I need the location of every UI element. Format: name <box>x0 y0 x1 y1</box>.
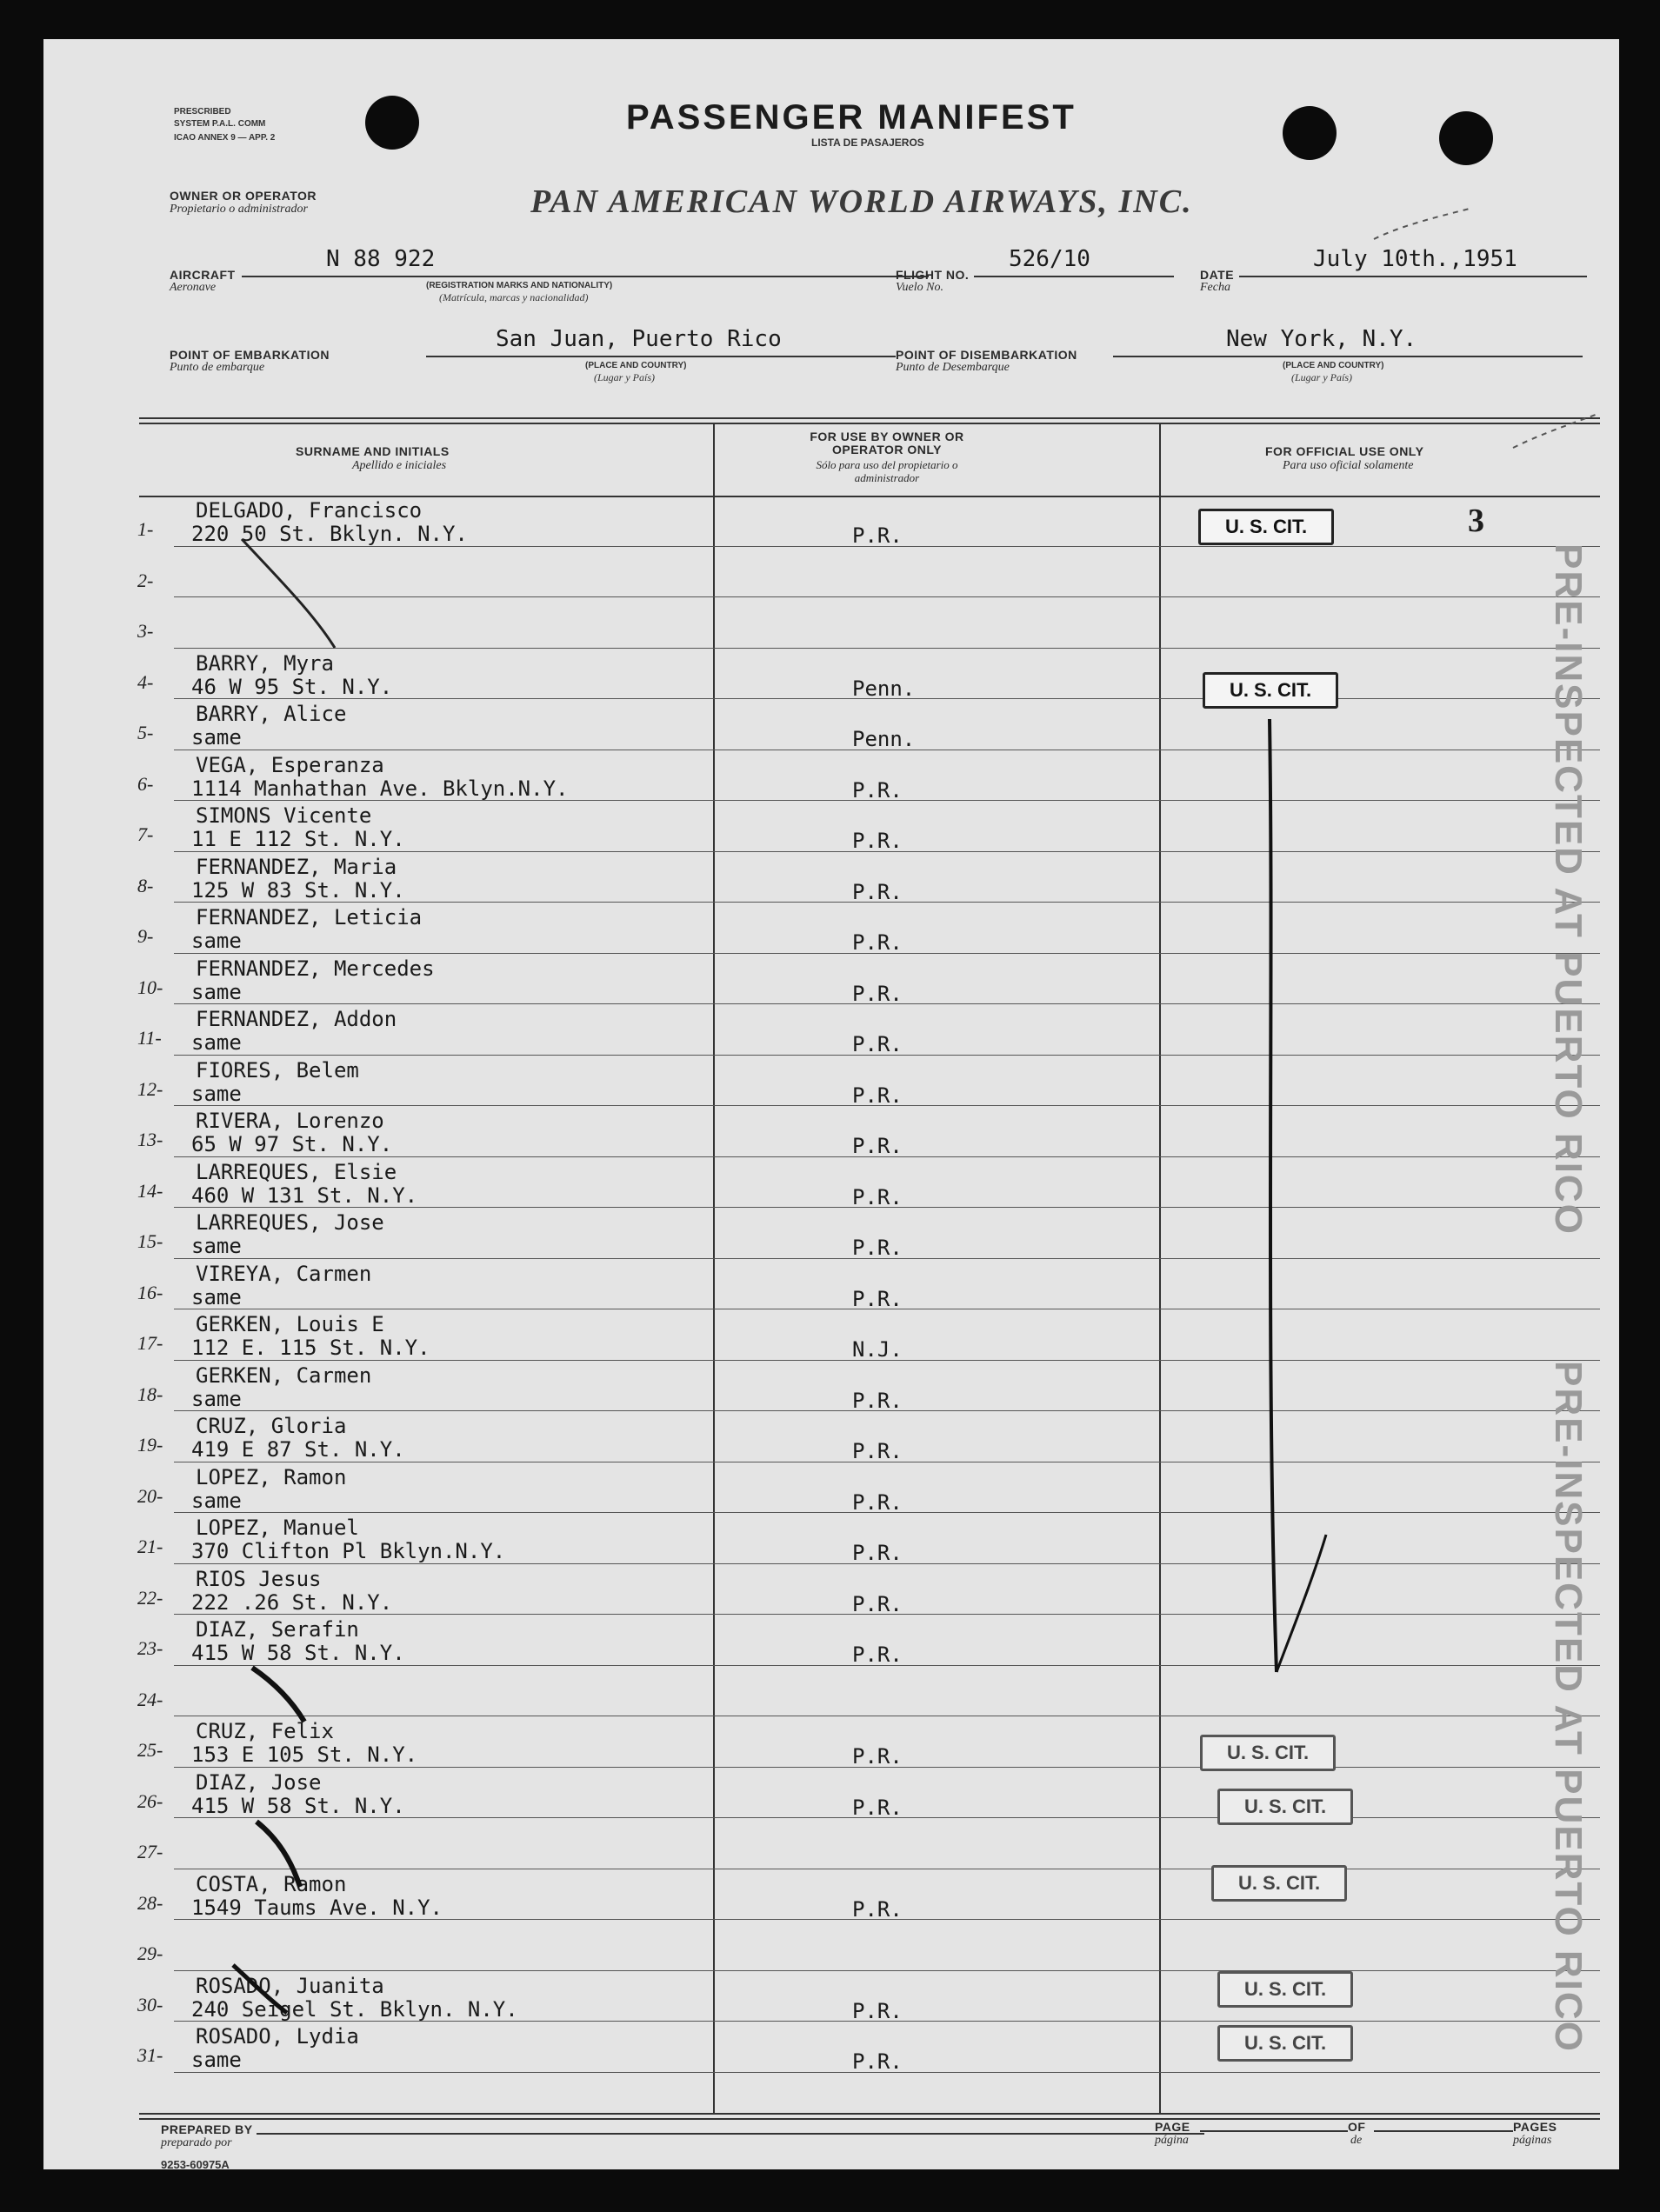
passenger-residence: P.R. <box>852 930 903 955</box>
passenger-name: FERNANDEZ, Mercedes <box>196 956 435 981</box>
row-number: 10- <box>137 976 163 998</box>
table-header-rule <box>139 496 1600 497</box>
passenger-name: COSTA, Ramon <box>196 1871 347 1896</box>
col3-header-es: Para uso oficial solamente <box>1283 459 1414 472</box>
row-divider <box>174 1970 1600 1971</box>
passenger-address: same <box>191 929 242 953</box>
embark-underline <box>426 356 896 357</box>
prepared-label: PREPARED BY <box>161 2122 253 2136</box>
page-label: PAGE <box>1155 2120 1190 2134</box>
disembark-label-es: Punto de Desembarque <box>896 361 1010 374</box>
manifest-subtitle: LISTA DE PASAJEROS <box>811 137 924 149</box>
passenger-residence: P.R. <box>852 1184 903 1209</box>
passenger-address: 125 W 83 St. N.Y. <box>191 877 405 903</box>
row-number: 12- <box>137 1077 163 1100</box>
row-number: 13- <box>137 1129 163 1150</box>
passenger-address: 415 W 58 St. N.Y. <box>191 1641 405 1665</box>
aircraft-note-es: (Matrícula, marcas y nacionalidad) <box>439 291 589 303</box>
col3-header: FOR OFFICIAL USE ONLY <box>1265 444 1424 458</box>
row-number: 2- <box>137 569 154 591</box>
passenger-address: 1114 Manhathan Ave. Bklyn.N.Y. <box>191 776 569 801</box>
disembark-label: POINT OF DISEMBARKATION <box>896 348 1077 362</box>
col2-header: FOR USE BY OWNER OR OPERATOR ONLY <box>810 430 964 456</box>
row-number: 26- <box>137 1789 163 1812</box>
passenger-residence: P.R. <box>852 1489 903 1515</box>
aircraft-label: AIRCRAFT <box>170 268 236 282</box>
row-number: 21- <box>137 1536 163 1557</box>
passenger-address: same <box>191 2048 242 2072</box>
passenger-name: BARRY, Alice <box>196 702 347 726</box>
passenger-name: FERNANDEZ, Addon <box>196 1007 397 1031</box>
passenger-residence: P.R. <box>852 1591 903 1616</box>
row-number: 6- <box>137 772 154 795</box>
passenger-residence: N.J. <box>852 1337 903 1362</box>
passenger-residence: Penn. <box>852 727 916 751</box>
passenger-residence: P.R. <box>852 1083 903 1108</box>
manifest-sheet <box>43 39 1619 2169</box>
passenger-address: 460 W 131 St. N.Y. <box>191 1183 418 1208</box>
embark-place-note-es: (Lugar y País) <box>594 371 655 383</box>
row-number: 27- <box>137 1841 163 1862</box>
passenger-residence: P.R. <box>852 1541 903 1565</box>
passenger-name: LARREQUES, Elsie <box>196 1159 397 1184</box>
pages-label-es: páginas <box>1513 2134 1552 2147</box>
row-number: 15- <box>137 1230 163 1252</box>
passenger-name: BARRY, Myra <box>196 650 334 676</box>
passenger-address: 240 Seigel St. Bklyn. N.Y. <box>191 1996 518 2022</box>
row-number: 3- <box>137 620 154 642</box>
date-underline <box>1239 276 1587 277</box>
passenger-residence: P.R. <box>852 2049 903 2074</box>
row-number: 19- <box>137 1434 163 1456</box>
row-number: 28- <box>137 1891 163 1914</box>
passenger-address: 112 E. 115 St. N.Y. <box>191 1336 430 1360</box>
table-bottom-rule <box>139 2113 1600 2115</box>
passenger-residence: Penn. <box>852 676 916 701</box>
table-bottom-rule-2 <box>139 2118 1600 2120</box>
disembark-value: New York, N.Y. <box>1226 326 1417 352</box>
row-number: 24- <box>137 1688 163 1710</box>
embark-label: POINT OF EMBARKATION <box>170 348 330 362</box>
aircraft-underline <box>242 276 929 277</box>
col2-header-es: Sólo para uso del propietario o administrador <box>816 458 958 484</box>
row-number: 31- <box>137 2044 163 2066</box>
passenger-name: DELGADO, Francisco <box>196 498 423 523</box>
owner-label: OWNER OR OPERATOR <box>170 189 317 203</box>
row-number: 18- <box>137 1382 163 1405</box>
passenger-name: CRUZ, Gloria <box>196 1414 347 1438</box>
passenger-address: 153 E 105 St. N.Y. <box>191 1742 418 1767</box>
passenger-name: VIREYA, Carmen <box>196 1261 372 1286</box>
manifest-title: PASSENGER MANIFEST <box>626 98 1077 137</box>
passenger-name: SIMONS Vicente <box>196 803 372 828</box>
passenger-name: FERNANDEZ, Leticia <box>196 905 423 929</box>
aircraft-note: (REGISTRATION MARKS AND NATIONALITY) <box>426 281 613 290</box>
passenger-address: 415 W 58 St. N.Y. <box>191 1793 405 1818</box>
disembark-place-note-es: (Lugar y País) <box>1291 371 1352 383</box>
us-citizen-stamp: U. S. CIT. <box>1211 1865 1347 1902</box>
passenger-address: same <box>191 1488 242 1513</box>
row-divider <box>174 648 1600 649</box>
row-number: 20- <box>137 1484 163 1507</box>
form-prescribed: PRESCRIBED <box>174 107 231 117</box>
passenger-name: ROSADO, Juanita <box>196 1973 384 1998</box>
prepared-label-es: preparado por <box>161 2136 232 2149</box>
punch-hole-right-1 <box>1283 106 1337 160</box>
flight-underline <box>974 276 1174 277</box>
passenger-name: LOPEZ, Manuel <box>196 1516 359 1540</box>
passenger-name: VEGA, Esperanza <box>196 752 384 777</box>
passenger-address: 46 W 95 St. N.Y. <box>191 674 393 699</box>
passenger-name: FERNANDEZ, Maria <box>196 854 397 879</box>
us-citizen-stamp: U. S. CIT. <box>1203 672 1338 709</box>
col-divider-1 <box>713 423 715 2114</box>
page-number-mark: 3 <box>1468 503 1484 539</box>
of-underline <box>1374 2130 1513 2132</box>
embark-value: San Juan, Puerto Rico <box>496 326 782 352</box>
passenger-residence: P.R. <box>852 1439 903 1463</box>
passenger-name: GERKEN, Carmen <box>196 1363 372 1388</box>
prepared-underline <box>257 2133 1204 2135</box>
disembark-underline <box>1113 356 1583 357</box>
passenger-name: DIAZ, Jose <box>196 1769 322 1795</box>
passenger-name: LOPEZ, Ramon <box>196 1464 347 1489</box>
punch-hole-left <box>365 96 419 150</box>
passenger-name: GERKEN, Louis E <box>196 1312 384 1336</box>
table-top-rule-2 <box>139 423 1600 424</box>
passenger-name: DIAZ, Serafin <box>196 1617 359 1642</box>
form-system: SYSTEM P.A.L. COMM <box>174 119 266 129</box>
passenger-address: 1549 Taums Ave. N.Y. <box>191 1895 443 1920</box>
of-label: OF <box>1348 2120 1366 2134</box>
passenger-residence: P.R. <box>852 1388 903 1413</box>
col1-header-es: Apellido e iniciales <box>352 459 447 472</box>
page-label-es: página <box>1155 2134 1189 2147</box>
col1-header: SURNAME AND INITIALS <box>296 444 450 458</box>
us-citizen-stamp: U. S. CIT. <box>1217 2025 1353 2062</box>
aircraft-label-es: Aeronave <box>170 281 217 294</box>
page-underline <box>1200 2130 1348 2132</box>
passenger-residence: P.R. <box>852 1032 903 1056</box>
passenger-residence: P.R. <box>852 1998 903 2023</box>
row-divider <box>174 596 1600 597</box>
passenger-address: 220 50 St. Bklyn. N.Y. <box>191 522 468 546</box>
passenger-address: 419 E 87 St. N.Y. <box>191 1437 405 1462</box>
row-number: 7- <box>137 823 154 845</box>
of-label-es: de <box>1350 2134 1363 2147</box>
date-label-es: Fecha <box>1200 281 1230 294</box>
passenger-residence: P.R. <box>852 1286 903 1311</box>
passenger-address: 65 W 97 St. N.Y. <box>191 1132 393 1156</box>
row-number: 1- <box>137 518 154 540</box>
passenger-residence: P.R. <box>852 1134 903 1158</box>
row-number: 14- <box>137 1179 163 1202</box>
passenger-residence: P.R. <box>852 981 903 1006</box>
row-number: 9- <box>137 925 154 947</box>
row-number: 25- <box>137 1739 163 1761</box>
owner-label-es: Propietario o administrador <box>170 203 308 216</box>
date-value: July 10th.,1951 <box>1313 246 1517 272</box>
row-number: 8- <box>137 874 154 896</box>
passenger-address: same <box>191 725 242 750</box>
passenger-address: same <box>191 1386 242 1411</box>
passenger-residence: P.R. <box>852 1795 903 1820</box>
disembark-place-note: (PLACE AND COUNTRY) <box>1283 361 1384 370</box>
flight-label: FLIGHT NO. <box>896 268 970 282</box>
flight-value: 526/10 <box>1009 246 1090 272</box>
row-number: 17- <box>137 1332 163 1354</box>
punch-hole-right-2 <box>1439 111 1493 165</box>
passenger-address: same <box>191 1234 242 1258</box>
passenger-residence: P.R. <box>852 777 903 803</box>
passenger-address: 222 .26 St. N.Y. <box>191 1589 393 1615</box>
embark-place-note: (PLACE AND COUNTRY) <box>585 361 687 370</box>
row-number: 30- <box>137 1993 163 2015</box>
row-number: 22- <box>137 1586 163 1609</box>
passenger-address: 11 E 112 St. N.Y. <box>191 827 405 851</box>
row-number: 4- <box>137 670 154 693</box>
row-number: 23- <box>137 1637 163 1659</box>
passenger-name: RIVERA, Lorenzo <box>196 1109 384 1133</box>
us-citizen-stamp: U. S. CIT. <box>1217 1971 1353 2008</box>
table-top-rule <box>139 417 1600 419</box>
passenger-name: LARREQUES, Jose <box>196 1210 384 1235</box>
row-number: 29- <box>137 1942 163 1964</box>
form-icao: ICAO ANNEX 9 — APP. 2 <box>174 133 276 143</box>
passenger-address: same <box>191 1030 242 1055</box>
passenger-residence: P.R. <box>852 523 903 548</box>
row-number: 5- <box>137 722 154 743</box>
form-code: 9253-60975A <box>161 2158 230 2169</box>
embark-label-es: Punto de embarque <box>170 361 265 374</box>
pages-label: PAGES <box>1513 2120 1557 2134</box>
passenger-residence: P.R. <box>852 879 903 904</box>
owner-value: PAN AMERICAN WORLD AIRWAYS, INC. <box>530 183 1193 220</box>
row-number: 11- <box>137 1027 162 1049</box>
aircraft-value: N 88 922 <box>326 246 436 272</box>
date-label: DATE <box>1200 268 1235 282</box>
passenger-address: 370 Clifton Pl Bklyn.N.Y. <box>191 1539 506 1563</box>
passenger-residence: P.R. <box>852 1642 903 1667</box>
row-number: 16- <box>137 1281 163 1303</box>
us-citizen-stamp: U. S. CIT. <box>1217 1789 1353 1825</box>
passenger-address: same <box>191 1284 242 1309</box>
passenger-residence: P.R. <box>852 829 903 853</box>
flight-label-es: Vuelo No. <box>896 281 943 294</box>
passenger-residence: P.R. <box>852 1236 903 1260</box>
passenger-address: same <box>191 979 242 1004</box>
passenger-name: CRUZ, Felix <box>196 1719 334 1743</box>
preinspected-stamp: PRE-INSPECTED AT PUERTO RICO <box>1547 543 1590 1236</box>
passenger-address: same <box>191 1081 242 1106</box>
passenger-name: ROSADO, Lydia <box>196 2024 359 2049</box>
passenger-name: RIOS Jesus <box>196 1566 322 1591</box>
us-citizen-stamp: U. S. CIT. <box>1200 1735 1336 1771</box>
passenger-residence: P.R. <box>852 1896 903 1922</box>
passenger-residence: P.R. <box>852 1744 903 1769</box>
passenger-name: FIORES, Belem <box>196 1057 359 1083</box>
us-citizen-stamp: U. S. CIT. <box>1198 509 1334 545</box>
preinspected-stamp: PRE-INSPECTED AT PUERTO RICO <box>1547 1361 1590 2053</box>
col-divider-2 <box>1159 423 1161 2114</box>
